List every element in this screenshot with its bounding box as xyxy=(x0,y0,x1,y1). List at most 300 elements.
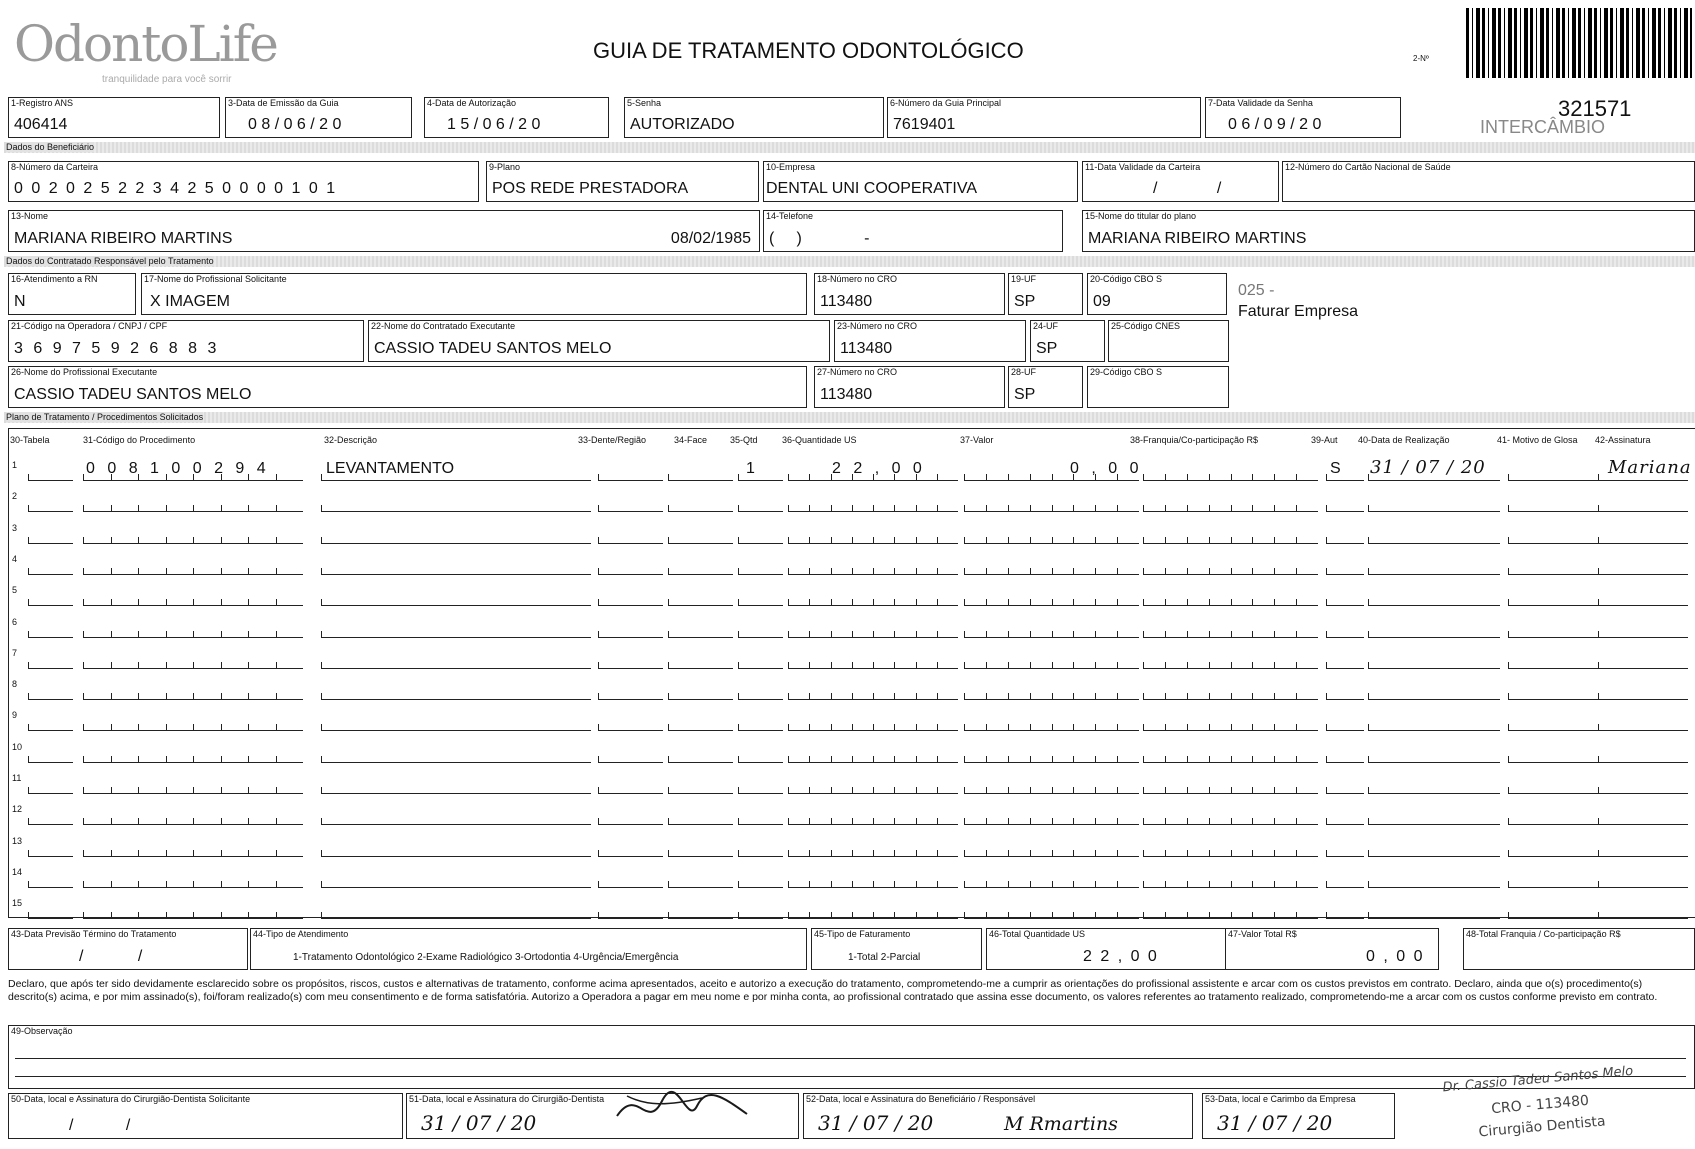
row-cell-tick xyxy=(1073,724,1074,731)
row-cell-tick xyxy=(738,662,739,669)
row-cell-tick xyxy=(166,599,167,606)
row-cell-tick xyxy=(1095,662,1096,669)
logo xyxy=(14,15,277,85)
row-cell-tick xyxy=(1073,756,1074,763)
row-cell-tick xyxy=(1231,756,1232,763)
col-qtd: 35-Qtd xyxy=(730,435,758,445)
row-cell-tick xyxy=(1052,724,1053,731)
row-cell-tick xyxy=(166,881,167,888)
registro-ans-value: 406414 xyxy=(14,116,68,133)
tipo-faturamento-field[interactable] xyxy=(811,928,982,970)
row-cell-tick xyxy=(1296,505,1297,512)
cnes-field[interactable] xyxy=(1108,320,1229,362)
cro18-field[interactable] xyxy=(814,273,1005,315)
row-cell-tick xyxy=(111,850,112,857)
row-cell-tick xyxy=(1095,850,1096,857)
row-cell-tick xyxy=(852,881,853,888)
row-cell-tick xyxy=(1296,599,1297,606)
row-cell-tick xyxy=(166,662,167,669)
row-cell-tick xyxy=(83,505,84,512)
row-cell-tick xyxy=(916,693,917,700)
row-cell-tick xyxy=(138,568,139,575)
row-cell-tick xyxy=(1095,912,1096,919)
row-cell-tick xyxy=(598,474,599,481)
row-cell-tick xyxy=(1231,724,1232,731)
row-cell-tick xyxy=(28,537,29,544)
uf28-field[interactable] xyxy=(1008,366,1083,408)
row-cell-tick xyxy=(166,818,167,825)
row-cell-tick xyxy=(831,693,832,700)
row-cell-tick xyxy=(1073,631,1074,638)
row-cell-tick xyxy=(1095,818,1096,825)
cro23-field[interactable] xyxy=(834,320,1026,362)
row-cell-tick xyxy=(1165,631,1166,638)
table-row[interactable] xyxy=(8,857,1688,888)
row-cell-tick xyxy=(964,881,965,888)
row-cell-tick xyxy=(894,818,895,825)
row-cell-tick xyxy=(598,631,599,638)
table-row[interactable] xyxy=(8,481,1688,512)
row-cell-tick xyxy=(1008,818,1009,825)
row-cell-tick xyxy=(1231,537,1232,544)
row-cell-tick xyxy=(1209,756,1210,763)
row-cell-tick xyxy=(166,756,167,763)
row-cell-tick xyxy=(1231,568,1232,575)
row-cell-tick xyxy=(221,631,222,638)
row-cell-tick xyxy=(83,662,84,669)
data-emissao-label: 3-Data de Emissão da Guia xyxy=(228,98,339,108)
row-cell-tick xyxy=(1073,693,1074,700)
titular-field[interactable] xyxy=(1082,210,1695,252)
row-cell-tick xyxy=(28,474,29,481)
total-franquia-field[interactable] xyxy=(1463,928,1695,970)
row-cell-tick xyxy=(1508,537,1509,544)
table-row[interactable] xyxy=(8,669,1688,700)
row-cell-tick xyxy=(321,505,322,512)
section-contratado: Dados do Contratado Responsável pelo Tratamento xyxy=(6,256,214,266)
row-cell-tick xyxy=(321,599,322,606)
table-row[interactable] xyxy=(8,513,1688,544)
row-aut: S xyxy=(1330,460,1345,477)
row-cell-tick xyxy=(1008,631,1009,638)
executante-label: 22-Nome do Contratado Executante xyxy=(371,321,516,331)
row-cell-line xyxy=(668,918,733,919)
validade-carteira-field[interactable] xyxy=(1082,161,1279,202)
row-number: 8 xyxy=(12,679,18,690)
row-cell-tick xyxy=(873,537,874,544)
row-cell-tick xyxy=(83,881,84,888)
solicitante-field[interactable] xyxy=(141,273,807,315)
sign51-field[interactable] xyxy=(406,1093,799,1139)
row-cell-tick xyxy=(937,787,938,794)
row-cell-tick xyxy=(1274,693,1275,700)
atendimento-rn-field[interactable] xyxy=(8,273,136,315)
row-cell-tick xyxy=(193,724,194,731)
uf24-label: 24-UF xyxy=(1033,321,1059,331)
row-signature: Mariana xyxy=(1608,457,1692,478)
row-cell-tick xyxy=(28,850,29,857)
row-cell-tick xyxy=(1252,912,1253,919)
table-row[interactable] xyxy=(8,732,1688,763)
cbo20-value: 09 xyxy=(1093,293,1111,310)
codigo-operadora-field[interactable] xyxy=(8,320,364,362)
row-cell-tick xyxy=(964,756,965,763)
row-cell-tick xyxy=(1231,599,1232,606)
total-us-value: 2 2 , 0 0 xyxy=(1083,948,1159,965)
row-cell-tick xyxy=(1209,474,1210,481)
row-cell-tick xyxy=(1209,537,1210,544)
row-cell-tick xyxy=(738,850,739,857)
row-cell-tick xyxy=(1326,505,1327,512)
row-cell-tick xyxy=(1598,756,1599,763)
row-cell-tick xyxy=(321,912,322,919)
row-cell-tick xyxy=(916,818,917,825)
data-emissao-field[interactable] xyxy=(225,97,412,138)
row-cell-tick xyxy=(1095,599,1096,606)
row-cell-tick xyxy=(1143,693,1144,700)
row-cell-tick xyxy=(964,662,965,669)
row-cell-tick xyxy=(1187,787,1188,794)
table-row[interactable] xyxy=(8,575,1688,606)
row-cell-tick xyxy=(1209,912,1210,919)
sign51-label: 51-Data, local e Assinatura do Cirurgião-Dentista xyxy=(409,1094,605,1104)
table-row[interactable] xyxy=(8,700,1688,731)
row-cell-tick xyxy=(788,881,789,888)
row-cell-tick xyxy=(986,693,987,700)
row-cell-tick xyxy=(221,599,222,606)
row-cell-tick xyxy=(916,505,917,512)
cro27-value: 113480 xyxy=(820,386,873,403)
empresa-field[interactable] xyxy=(763,161,1078,202)
row-cell-tick xyxy=(1209,724,1210,731)
row-cell-tick xyxy=(28,756,29,763)
row-cell-tick xyxy=(248,631,249,638)
row-cell-tick xyxy=(276,756,277,763)
row-cell-tick xyxy=(321,881,322,888)
note-faturar: Faturar Empresa xyxy=(1238,303,1359,320)
row-cell-tick xyxy=(1008,474,1009,481)
row-cell-tick xyxy=(1598,662,1599,669)
uf28-value: SP xyxy=(1014,386,1036,403)
row-cell-tick xyxy=(668,850,669,857)
row-cell-tick xyxy=(321,850,322,857)
row-cell-tick xyxy=(937,818,938,825)
row-cell-tick xyxy=(193,787,194,794)
row-cell-tick xyxy=(964,787,965,794)
uf19-field[interactable] xyxy=(1008,273,1083,315)
row-cell-tick xyxy=(1095,568,1096,575)
row-cell-tick xyxy=(1231,505,1232,512)
row-cell-tick xyxy=(276,568,277,575)
carteira-field[interactable] xyxy=(8,161,479,202)
row-cell-tick xyxy=(1117,537,1118,544)
row-cell-tick xyxy=(1095,787,1096,794)
row-cell-tick xyxy=(1117,818,1118,825)
row-cell-tick xyxy=(668,818,669,825)
row-cell-tick xyxy=(1252,818,1253,825)
row-cell-tick xyxy=(937,474,938,481)
row-cell-tick xyxy=(1274,662,1275,669)
telefone-field[interactable] xyxy=(763,210,1063,252)
tipo-faturamento-label: 45-Tipo de Faturamento xyxy=(814,929,911,939)
sign52-field[interactable] xyxy=(803,1093,1193,1139)
row-cell-tick xyxy=(852,662,853,669)
row-cell-tick xyxy=(1187,756,1188,763)
row-number: 3 xyxy=(12,522,18,533)
row-cell-tick xyxy=(138,912,139,919)
uf24-field[interactable] xyxy=(1030,320,1105,362)
row-cell-tick xyxy=(321,537,322,544)
plano-field[interactable] xyxy=(486,161,759,202)
row-cell-tick xyxy=(1252,631,1253,638)
row-cell-tick xyxy=(809,474,810,481)
cro27-field[interactable] xyxy=(814,366,1005,408)
row-cell-tick xyxy=(276,724,277,731)
row-cell-tick xyxy=(166,631,167,638)
row-cell-tick xyxy=(1274,787,1275,794)
executante-field[interactable] xyxy=(368,320,830,362)
row-cell-tick xyxy=(1296,474,1297,481)
row-cell-tick xyxy=(83,599,84,606)
tipo-atendimento-field[interactable] xyxy=(250,928,807,970)
row-cell-tick xyxy=(1187,537,1188,544)
row-cell-tick xyxy=(986,850,987,857)
row-cell-tick xyxy=(83,756,84,763)
row-cell-tick xyxy=(1368,662,1369,669)
row-cell-tick xyxy=(276,912,277,919)
row-cell-tick xyxy=(166,693,167,700)
table-row[interactable] xyxy=(8,794,1688,825)
row-cell-tick xyxy=(1326,724,1327,731)
row-cell-tick xyxy=(1073,912,1074,919)
uf19-label: 19-UF xyxy=(1011,274,1037,284)
row-cell-tick xyxy=(964,537,965,544)
row-description: LEVANTAMENTO xyxy=(326,460,455,477)
row-cell-tick xyxy=(598,912,599,919)
validade-carteira-value: / / xyxy=(1153,180,1222,197)
row-cell-tick xyxy=(193,568,194,575)
row-cell-tick xyxy=(111,599,112,606)
table-row[interactable] xyxy=(8,888,1688,919)
row-cell-tick xyxy=(937,912,938,919)
carteira-label: 8-Número da Carteira xyxy=(11,162,99,172)
row-cell-tick xyxy=(28,631,29,638)
row-cell-tick xyxy=(738,537,739,544)
row-cell-tick xyxy=(248,818,249,825)
row-cell-tick xyxy=(738,912,739,919)
row-cell-tick xyxy=(111,724,112,731)
row-cell-tick xyxy=(1296,537,1297,544)
row-cell-tick xyxy=(852,912,853,919)
row-cell-tick xyxy=(1052,850,1053,857)
row-cell-tick xyxy=(221,505,222,512)
row-cell-tick xyxy=(1508,693,1509,700)
row-cell-tick xyxy=(1252,881,1253,888)
cartao-nacional-field[interactable] xyxy=(1282,161,1695,202)
registro-ans-field[interactable] xyxy=(8,97,220,138)
row-cell-tick xyxy=(1165,505,1166,512)
row-cell-tick xyxy=(873,756,874,763)
cbo20-label: 20-Código CBO S xyxy=(1090,274,1163,284)
row-cell-tick xyxy=(738,505,739,512)
row-cell-tick xyxy=(1209,568,1210,575)
row-cell-tick xyxy=(894,912,895,919)
row-cell-tick xyxy=(1008,724,1009,731)
row-cell-tick xyxy=(138,631,139,638)
row-cell-tick xyxy=(166,505,167,512)
row-cell-tick xyxy=(111,912,112,919)
row-cell-tick xyxy=(1326,568,1327,575)
nome-field[interactable] xyxy=(8,210,760,252)
row-cell-tick xyxy=(1326,881,1327,888)
sign53-field[interactable] xyxy=(1202,1093,1395,1139)
row-cell-tick xyxy=(1368,599,1369,606)
row-cell-tick xyxy=(248,756,249,763)
row-cell-tick xyxy=(1209,662,1210,669)
row-cell-tick xyxy=(1008,662,1009,669)
row-cell-tick xyxy=(1326,631,1327,638)
data-autorizacao-field[interactable] xyxy=(424,97,609,138)
row-cell-tick xyxy=(1052,599,1053,606)
row-cell-tick xyxy=(937,850,938,857)
row-cell-tick xyxy=(1274,537,1275,544)
row-cell-tick xyxy=(598,850,599,857)
prof-executante-field[interactable] xyxy=(8,366,807,408)
table-row[interactable] xyxy=(8,763,1688,794)
row-cell-tick xyxy=(1143,537,1144,544)
row-cell-tick xyxy=(276,474,277,481)
row-cell-tick xyxy=(1508,662,1509,669)
row-cell-tick xyxy=(831,505,832,512)
row-cell-tick xyxy=(1008,787,1009,794)
row-cell-tick xyxy=(83,818,84,825)
row-cell-tick xyxy=(788,662,789,669)
row-cell-tick xyxy=(1030,881,1031,888)
row-cell-tick xyxy=(221,756,222,763)
guide-number-label: 2-Nº xyxy=(1413,54,1429,63)
row-cell-tick xyxy=(1117,850,1118,857)
row-cell-tick xyxy=(916,850,917,857)
cartao-nacional-label: 12-Número do Cartão Nacional de Saúde xyxy=(1285,162,1451,172)
row-cell-tick xyxy=(1326,756,1327,763)
row-cell-tick xyxy=(193,818,194,825)
sign53-value: 31 / 07 / 20 xyxy=(1217,1111,1333,1135)
row-cell-line xyxy=(1598,918,1688,919)
data-autorizacao-value: 1 5 / 0 6 / 2 0 xyxy=(447,116,541,133)
row-cell-tick xyxy=(873,631,874,638)
row-cell-tick xyxy=(28,912,29,919)
row-cell-tick xyxy=(873,850,874,857)
row-cell-tick xyxy=(1252,850,1253,857)
row-cell-tick xyxy=(809,881,810,888)
row-cell-tick xyxy=(221,881,222,888)
table-row[interactable] xyxy=(8,544,1688,575)
row-cell-tick xyxy=(193,631,194,638)
row-cell-tick xyxy=(1073,787,1074,794)
row-cell-tick xyxy=(1274,818,1275,825)
row-cell-tick xyxy=(193,850,194,857)
row-cell-tick xyxy=(1143,631,1144,638)
dentist-signature xyxy=(607,1076,757,1136)
row-cell-tick xyxy=(1508,724,1509,731)
senha-field[interactable] xyxy=(624,97,884,138)
row-cell-tick xyxy=(1117,505,1118,512)
cbo29-field[interactable] xyxy=(1087,366,1229,408)
row-cell-tick xyxy=(1030,850,1031,857)
row-cell-tick xyxy=(1143,850,1144,857)
row-cell-tick xyxy=(1187,568,1188,575)
row-cell-tick xyxy=(916,599,917,606)
sign50-field[interactable] xyxy=(8,1093,403,1139)
titular-label: 15-Nome do titular do plano xyxy=(1085,211,1197,221)
row-cell-tick xyxy=(831,756,832,763)
row-cell-tick xyxy=(1187,818,1188,825)
valor-total-value: 0 , 0 0 xyxy=(1366,948,1425,965)
row-cell-tick xyxy=(111,787,112,794)
row-cell-tick xyxy=(1008,881,1009,888)
row-cell-tick xyxy=(986,599,987,606)
row-cell-tick xyxy=(83,787,84,794)
row-cell-tick xyxy=(964,474,965,481)
table-row[interactable] xyxy=(8,450,1692,481)
total-us-field[interactable] xyxy=(986,928,1226,970)
col-franquia: 38-Franquia/Co-participação R$ xyxy=(1130,435,1259,445)
row-cell-tick xyxy=(1117,724,1118,731)
table-row[interactable] xyxy=(8,638,1688,669)
row-cell-tick xyxy=(221,568,222,575)
row-cell-tick xyxy=(1598,537,1599,544)
row-cell-tick xyxy=(1252,537,1253,544)
row-cell-tick xyxy=(852,693,853,700)
codigo-operadora-value: 3 6 9 7 5 9 2 6 8 8 3 xyxy=(14,340,220,357)
row-cell-tick xyxy=(788,474,789,481)
row-cell-tick xyxy=(193,881,194,888)
valor-total-field[interactable] xyxy=(1225,928,1439,970)
row-cell-tick xyxy=(221,818,222,825)
row-cell-tick xyxy=(248,881,249,888)
row-cell-tick xyxy=(916,568,917,575)
valor-total-label: 47-Valor Total R$ xyxy=(1228,929,1297,939)
row-cell-tick xyxy=(276,505,277,512)
guia-principal-field[interactable] xyxy=(887,97,1201,138)
row-cell-tick xyxy=(873,881,874,888)
row-cell-tick xyxy=(1143,756,1144,763)
row-cell-tick xyxy=(193,912,194,919)
table-row[interactable] xyxy=(8,826,1688,857)
row-cell-tick xyxy=(248,537,249,544)
logo-text: OdontoLife xyxy=(14,15,277,73)
validade-senha-field[interactable] xyxy=(1205,97,1401,138)
row-cell-tick xyxy=(738,787,739,794)
row-cell-tick xyxy=(1209,850,1210,857)
row-cell-tick xyxy=(321,818,322,825)
col-descricao: 32-Descrição xyxy=(324,435,378,445)
row-cell-tick xyxy=(1598,850,1599,857)
row-cell-tick xyxy=(1143,474,1144,481)
row-cell-tick xyxy=(809,693,810,700)
row-cell-tick xyxy=(1117,912,1118,919)
row-cell-tick xyxy=(1296,818,1297,825)
row-cell-tick xyxy=(1073,505,1074,512)
row-cell-tick xyxy=(1326,537,1327,544)
nome-label: 13-Nome xyxy=(11,211,49,221)
row-cell-tick xyxy=(28,818,29,825)
table-row[interactable] xyxy=(8,607,1688,638)
cbo20-field[interactable] xyxy=(1087,273,1227,315)
row-cell-tick xyxy=(1165,787,1166,794)
previsao-field[interactable] xyxy=(8,928,248,970)
row-cell-tick xyxy=(1598,693,1599,700)
